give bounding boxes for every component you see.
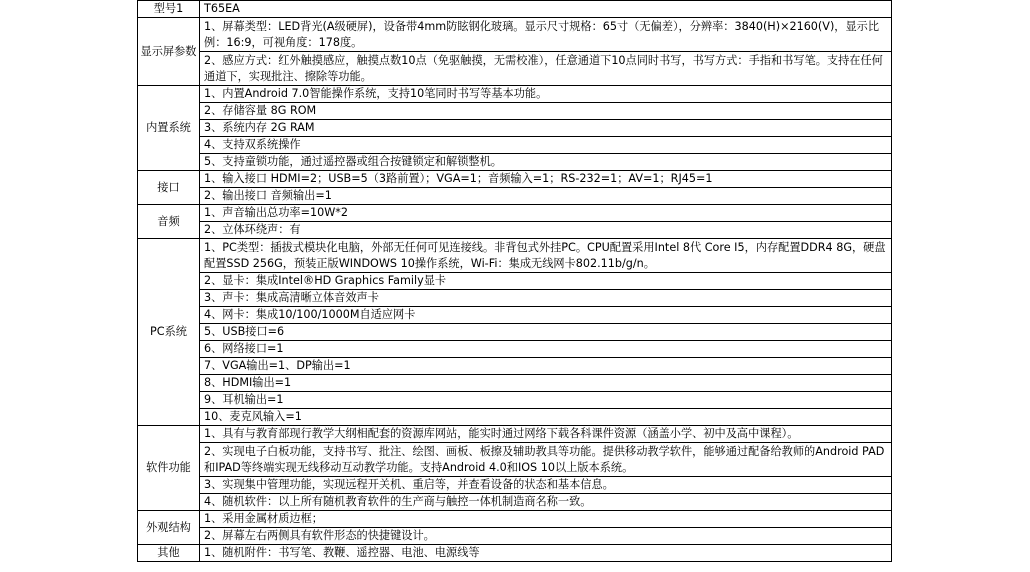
spec-detail-text: 4、支持双系统操作 [204, 138, 301, 151]
spec-row [138, 290, 892, 307]
spec-detail-text: 1、PC类型：插拔式模块化电脑，外部无任何可见连接线。非背包式外挂PC。CPU配置采用Intel 8代 Core I5，内存配置DDR4 8G，硬盘配置SSD 256G，预装正版WINDOWS 10操作系统，Wi-Fi：集成无线网卡802.11b/g/n。 [204, 240, 886, 270]
spec-row [138, 205, 892, 222]
category-label: 外观结构 [146, 520, 191, 534]
header-row [138, 1, 892, 18]
spec-detail-cell [200, 137, 892, 154]
spec-row [138, 171, 892, 188]
spec-detail-cell [200, 120, 892, 137]
spec-detail-text: 4、网卡：集成10/100/1000M自适应网卡 [204, 308, 416, 321]
spec-row [138, 443, 892, 477]
spec-detail-cell [200, 18, 892, 52]
category-cell [138, 426, 200, 511]
spec-detail-text: 4、随机软件：以上所有随机教育软件的生产商与触控一体机制造商名称一致。 [204, 495, 592, 508]
category-cell [138, 171, 200, 205]
spec-detail-text: 2、实现电子白板功能，支持书写、批注、绘图、画板、板擦及辅助教具等功能。提供移动教学软件，能够通过配备给教师的Android PAD和IPAD等终端实现无线移动互动教学功能。支持Android 4.0和IOS 10以上版本系统。 [204, 444, 885, 474]
spec-detail-cell [200, 375, 892, 392]
spec-row [138, 341, 892, 358]
spec-detail-cell [200, 324, 892, 341]
model-label-cell [138, 1, 200, 18]
category-label: 音频 [157, 214, 180, 228]
spec-row [138, 545, 892, 562]
spec-detail-text: 8、HDMI输出=1 [204, 376, 292, 389]
spec-row [138, 222, 892, 239]
spec-detail-cell [200, 341, 892, 358]
spec-detail-cell [200, 392, 892, 409]
spec-row [138, 409, 892, 426]
spec-detail-text: 1、内置Android 7.0智能操作系统，支持10笔同时书写等基本功能。 [204, 87, 548, 100]
model-value-cell [200, 1, 892, 18]
spec-detail-cell [200, 205, 892, 222]
spec-detail-text: 1、具有与教育部现行教学大纲相配套的资源库网站，能实时通过网络下载各科课件资源（涵盖小学、初中及高中课程）。 [204, 427, 799, 440]
spec-row [138, 307, 892, 324]
spec-detail-cell [200, 494, 892, 511]
spec-detail-cell [200, 188, 892, 205]
category-label: PC系统 [150, 325, 187, 338]
spec-row [138, 528, 892, 545]
category-label: 其他 [157, 546, 180, 559]
spec-detail-cell [200, 52, 892, 86]
category-label: 软件功能 [146, 461, 191, 474]
spec-detail-cell [200, 239, 892, 273]
spec-detail-text: 1、采用金属材质边框； [204, 512, 323, 525]
spec-detail-text: 7、VGA输出=1、DP输出=1 [204, 359, 351, 372]
spec-row [138, 324, 892, 341]
spec-detail-cell [200, 443, 892, 477]
spec-detail-cell [200, 511, 892, 528]
spec-detail-cell [200, 290, 892, 307]
spec-detail-text: 10、麦克风输入=1 [204, 410, 302, 423]
category-label: 内置系统 [146, 121, 191, 134]
spec-detail-text: 5、支持童锁功能，通过遥控器或组合按键锁定和解锁整机。 [204, 155, 502, 168]
category-cell [138, 86, 200, 171]
spec-detail-text: 1、声音输出总功率=10W*2 [204, 206, 349, 219]
spec-detail-cell [200, 307, 892, 324]
spec-detail-text: 2、存储容量 8G ROM [204, 104, 317, 117]
category-label: 显示屏参数 [140, 44, 197, 58]
spec-detail-cell [200, 222, 892, 239]
spec-row [138, 120, 892, 137]
spec-row [138, 477, 892, 494]
spec-detail-cell [200, 154, 892, 171]
category-label: 接口 [157, 180, 180, 194]
spec-row [138, 103, 892, 120]
spec-row [138, 392, 892, 409]
spec-detail-cell [200, 358, 892, 375]
spec-detail-cell [200, 409, 892, 426]
spec-detail-text: 1、输入接口 HDMI=2；USB=5（3路前置）；VGA=1；音频输入=1；RS-232=1；AV=1；RJ45=1 [204, 172, 713, 185]
spec-detail-cell [200, 86, 892, 103]
model-label: 型号1 [153, 2, 184, 15]
category-cell [138, 239, 200, 426]
spec-detail-cell [200, 171, 892, 188]
spec-detail-cell [200, 426, 892, 443]
spec-row [138, 18, 892, 52]
model-value: T65EA [204, 2, 240, 15]
spec-row [138, 154, 892, 171]
spec-detail-cell [200, 477, 892, 494]
spec-detail-text: 1、随机附件：书写笔、教鞭、遥控器、电池、电源线等 [204, 546, 480, 559]
spec-detail-text: 5、USB接口=6 [204, 325, 285, 338]
spec-detail-text: 2、感应方式：红外触摸感应，触摸点数10点（免驱触摸，无需校准），任意通道下10点同时书写，书写方式：手指和书写笔。支持在任何通道下，实现批注、擦除等功能。 [204, 53, 883, 83]
spec-row [138, 52, 892, 86]
category-cell [138, 545, 200, 562]
spec-detail-cell [200, 545, 892, 562]
spec-row [138, 188, 892, 205]
spec-detail-cell [200, 273, 892, 290]
spec-row [138, 239, 892, 273]
spec-row [138, 273, 892, 290]
spec-detail-text: 3、声卡：集成高清晰立体音效声卡 [204, 291, 379, 304]
category-cell [138, 511, 200, 545]
spec-detail-text: 1、屏幕类型：LED背光(A级硬屏)，设备带4mm防眩钢化玻璃。显示尺寸规格：65寸（无偏差），分辨率：3840(H)×2160(V)，显示比例：16:9，可视角度：178度。 [204, 19, 880, 49]
spec-table [137, 0, 892, 562]
spec-detail-text: 9、耳机输出=1 [204, 393, 284, 406]
spec-row [138, 426, 892, 443]
spec-row [138, 375, 892, 392]
spec-detail-text: 2、输出接口 音频输出=1 [204, 189, 332, 202]
spec-detail-cell [200, 528, 892, 545]
spec-row [138, 358, 892, 375]
spec-table-body [138, 1, 892, 562]
spec-detail-text: 2、屏幕左右两侧具有软件形态的快捷键设计。 [204, 529, 435, 542]
spec-row [138, 137, 892, 154]
category-cell [138, 205, 200, 239]
spec-detail-text: 3、系统内存 2G RAM [204, 121, 315, 134]
category-cell [138, 18, 200, 86]
spec-detail-cell [200, 103, 892, 120]
spec-detail-text: 2、立体环绕声：有 [204, 223, 301, 236]
spec-row [138, 86, 892, 103]
spec-row [138, 511, 892, 528]
spec-detail-text: 3、实现集中管理功能，实现远程开关机、重启等，并查看设备的状态和基本信息。 [204, 478, 614, 491]
spec-detail-text: 6、网络接口=1 [204, 342, 284, 355]
spec-row [138, 494, 892, 511]
spec-detail-text: 2、显卡：集成Intel®HD Graphics Family显卡 [204, 274, 447, 287]
